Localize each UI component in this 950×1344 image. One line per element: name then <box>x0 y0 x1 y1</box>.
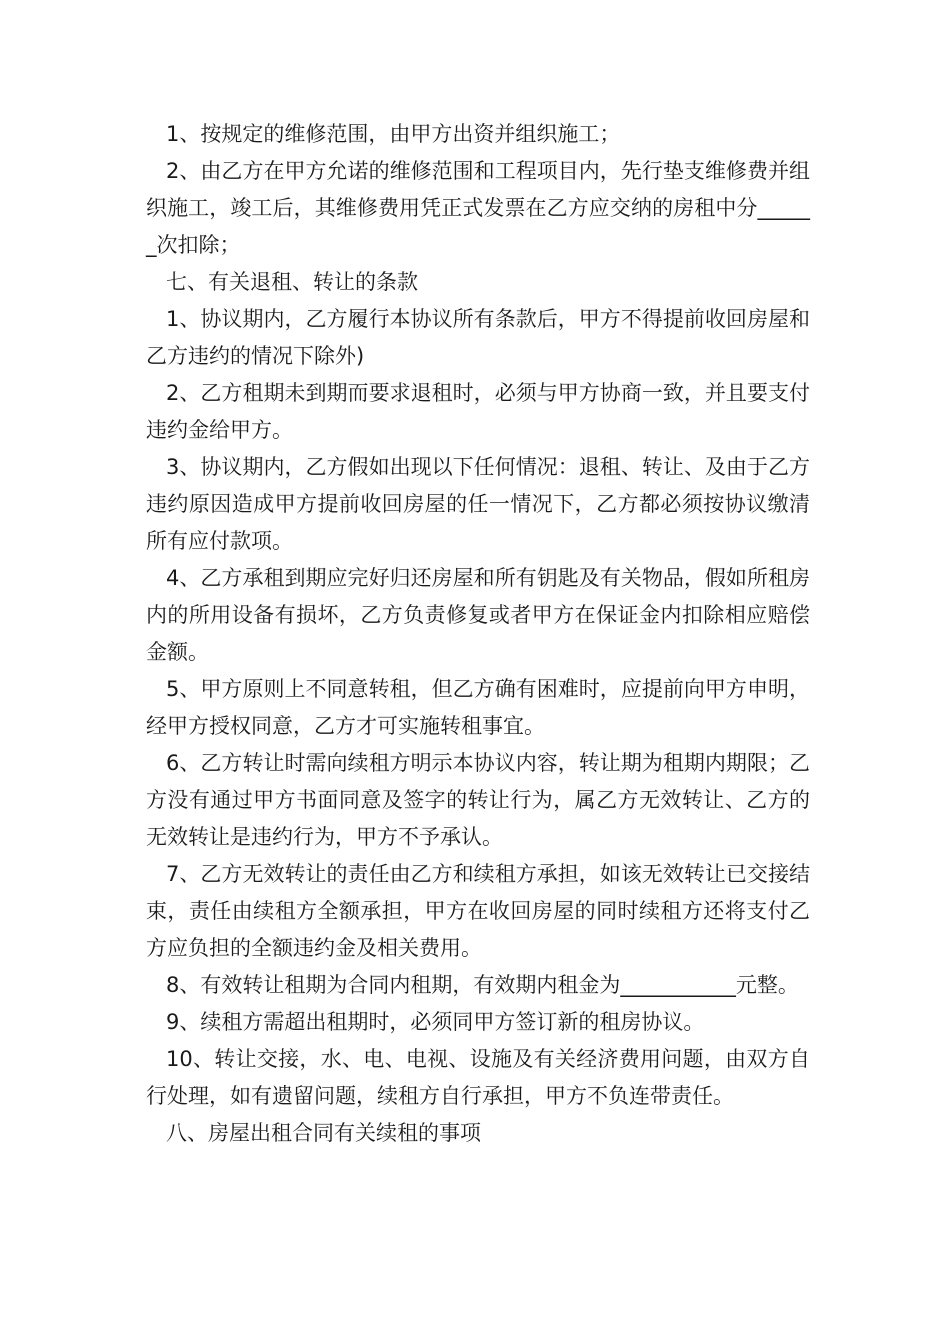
clause-7-10: 10、转让交接，水、电、电视、设施及有关经济费用问题，由双方自行处理，如有遗留问题，续租方自行承担，甲方不负连带责任。 <box>146 1047 810 1108</box>
clause-7-1: 1、协议期内，乙方履行本协议所有条款后，甲方不得提前收回房屋和乙方违约的情况下除外) <box>146 307 810 368</box>
clause-7-4: 4、乙方承租到期应完好归还房屋和所有钥匙及有关物品，假如所租房内的所用设备有损坏，乙方负责修复或者甲方在保证金内扣除相应赔偿金额。 <box>146 566 810 664</box>
clause-7-5: 5、甲方原则上不同意转租，但乙方确有困难时，应提前向甲方申明，经甲方授权同意，乙方才可实施转租事宜。 <box>146 677 810 738</box>
clause-7-3: 3、协议期内，乙方假如出现以下任何情况：退租、转让、及由于乙方违约原因造成甲方提前收回房屋的任一情况下，乙方都必须按协议缴清所有应付款项。 <box>146 455 810 553</box>
clause-7-9: 9、续租方需超出租期时，必须同甲方签订新的租房协议。 <box>166 1010 705 1034</box>
clause-7-2: 2、乙方租期未到期而要求退租时，必须与甲方协商一致，并且要支付违约金给甲方。 <box>146 381 810 442</box>
clause-7-6: 6、乙方转让时需向续租方明示本协议内容，转让期为租期内期限；乙方没有通过甲方书面同意及签字的转让行为，属乙方无效转让、乙方的无效转让是违约行为，甲方不予承认。 <box>146 751 810 849</box>
document-body <box>146 116 810 1152</box>
section-heading-7: 七、有关退租、转让的条款 <box>166 270 418 294</box>
clause-repair-2: 2、由乙方在甲方允诺的维修范围和工程项目内，先行垫支维修费并组织施工，竣工后，其维修费用凭正式发票在乙方应交纳的房租中分______次扣除； <box>146 159 810 257</box>
section-heading-8: 八、房屋出租合同有关续租的事项 <box>166 1121 481 1145</box>
clause-repair-1: 1、按规定的维修范围，由甲方出资并组织施工； <box>166 122 621 146</box>
clause-7-7: 7、乙方无效转让的责任由乙方和续租方承担，如该无效转让已交接结束，责任由续租方全额承担，甲方在收回房屋的同时续租方还将支付乙方应负担的全额违约金及相关费用。 <box>146 862 810 960</box>
clause-7-8: 8、有效转让租期为合同内租期，有效期内租金为___________元整。 <box>166 973 799 997</box>
